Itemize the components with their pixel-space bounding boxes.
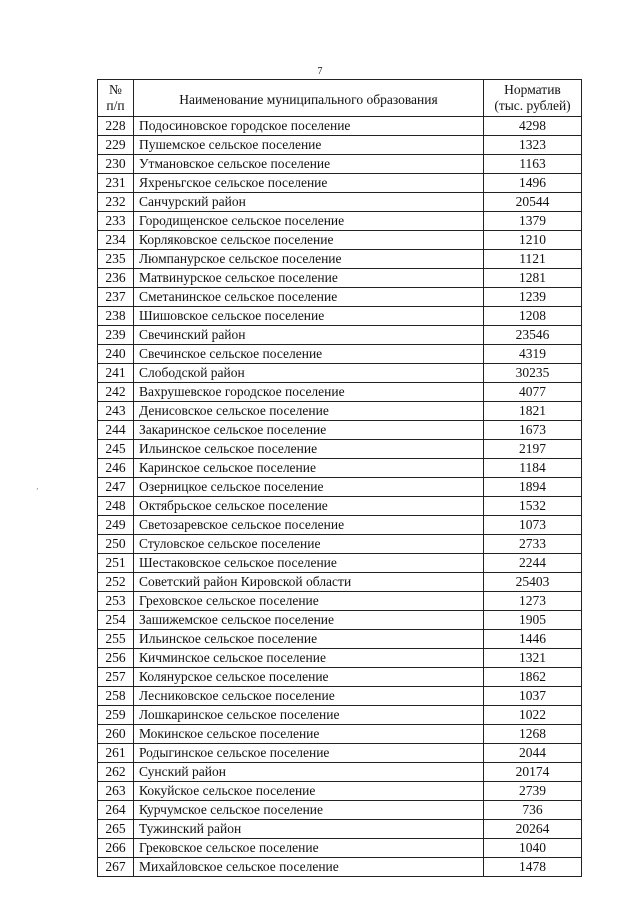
table-row <box>98 269 582 288</box>
row-name-cell <box>134 326 484 345</box>
row-name-cell <box>134 440 484 459</box>
table-header <box>98 80 582 117</box>
row-name-cell <box>134 763 484 782</box>
row-number: 240 <box>98 345 134 364</box>
header-number <box>98 80 134 117</box>
table-row <box>98 744 582 763</box>
municipality-name: Матвинурское сельское поселение <box>139 270 338 285</box>
row-number: 236 <box>98 269 134 288</box>
table-row <box>98 611 582 630</box>
municipality-name: Шестаковское сельское поселение <box>139 555 337 570</box>
table-row <box>98 136 582 155</box>
row-name-cell <box>134 706 484 725</box>
table-row <box>98 687 582 706</box>
row-value: 1022 <box>484 706 582 725</box>
table-row <box>98 649 582 668</box>
row-number: 235 <box>98 250 134 269</box>
municipality-name: Грековское сельское поселение <box>139 840 319 855</box>
row-number: 252 <box>98 573 134 592</box>
row-value: 1821 <box>484 402 582 421</box>
table-body <box>98 117 582 877</box>
table-row <box>98 193 582 212</box>
row-name-cell <box>134 174 484 193</box>
row-number: 245 <box>98 440 134 459</box>
row-number: 263 <box>98 782 134 801</box>
row-value: 1862 <box>484 668 582 687</box>
row-value: 1210 <box>484 231 582 250</box>
municipality-name: Озерницкое сельское поселение <box>139 479 324 494</box>
row-name-cell <box>134 231 484 250</box>
row-number: 259 <box>98 706 134 725</box>
row-number: 243 <box>98 402 134 421</box>
row-value: 25403 <box>484 573 582 592</box>
row-number: 248 <box>98 497 134 516</box>
row-value: 1379 <box>484 212 582 231</box>
municipality-name: Мокинское сельское поселение <box>139 726 320 741</box>
row-name-cell <box>134 345 484 364</box>
table-row <box>98 478 582 497</box>
row-name-cell <box>134 554 484 573</box>
table-row <box>98 288 582 307</box>
municipality-name: Корляковское сельское поселение <box>139 232 334 247</box>
row-number: 232 <box>98 193 134 212</box>
row-value: 1121 <box>484 250 582 269</box>
table-row <box>98 421 582 440</box>
row-name-cell <box>134 782 484 801</box>
municipality-name: Кичминское сельское поселение <box>139 650 326 665</box>
row-name-cell <box>134 383 484 402</box>
municipality-name: Свечинский район <box>139 327 246 342</box>
row-number: 228 <box>98 117 134 136</box>
row-name-cell <box>134 744 484 763</box>
municipality-name: Утмановское сельское поселение <box>139 156 331 171</box>
row-value: 1040 <box>484 839 582 858</box>
row-name-cell <box>134 269 484 288</box>
row-value: 1184 <box>484 459 582 478</box>
municipality-name: Свечинское сельское поселение <box>139 346 323 361</box>
row-value: 1321 <box>484 649 582 668</box>
municipality-name: Вахрушевское городское поселение <box>139 384 345 399</box>
table-row <box>98 801 582 820</box>
header-name <box>134 80 484 117</box>
header-name-label: Наименование муниципального образования <box>179 91 438 107</box>
row-number: 241 <box>98 364 134 383</box>
municipality-name: Слободской район <box>139 365 245 380</box>
row-value: 1323 <box>484 136 582 155</box>
row-name-cell <box>134 307 484 326</box>
row-value: 1073 <box>484 516 582 535</box>
row-name-cell <box>134 459 484 478</box>
row-number: 257 <box>98 668 134 687</box>
header-value-line1: Норматив <box>504 82 561 97</box>
municipality-name: Сметанинское сельское поселение <box>139 289 338 304</box>
row-number: 238 <box>98 307 134 326</box>
table-row <box>98 117 582 136</box>
row-number: 262 <box>98 763 134 782</box>
row-name-cell <box>134 497 484 516</box>
municipality-name: Греховское сельское поселение <box>139 593 319 608</box>
row-number: 237 <box>98 288 134 307</box>
header-number-line2: п/п <box>106 98 125 113</box>
row-number: 249 <box>98 516 134 535</box>
municipality-name: Шишовское сельское поселение <box>139 308 325 323</box>
row-number: 264 <box>98 801 134 820</box>
municipality-name: Яхреньгское сельское поселение <box>139 175 328 190</box>
row-value: 23546 <box>484 326 582 345</box>
table-row <box>98 459 582 478</box>
row-value: 20264 <box>484 820 582 839</box>
table-row <box>98 307 582 326</box>
municipality-name: Подосиновское городское поселение <box>139 118 351 133</box>
table-row <box>98 858 582 877</box>
municipality-name: Ильинское сельское поселение <box>139 631 318 646</box>
row-name-cell <box>134 630 484 649</box>
header-number-line1: № <box>109 82 122 97</box>
row-value: 2733 <box>484 535 582 554</box>
row-value: 1478 <box>484 858 582 877</box>
row-number: 239 <box>98 326 134 345</box>
table-row <box>98 497 582 516</box>
municipality-name: Октябрьское сельское поселение <box>139 498 328 513</box>
table-row <box>98 440 582 459</box>
page-number: 7 <box>317 66 323 77</box>
row-value: 2244 <box>484 554 582 573</box>
row-name-cell <box>134 193 484 212</box>
row-name-cell <box>134 820 484 839</box>
row-name-cell <box>134 611 484 630</box>
municipality-name: Санчурский район <box>139 194 246 209</box>
row-number: 266 <box>98 839 134 858</box>
row-name-cell <box>134 288 484 307</box>
row-number: 251 <box>98 554 134 573</box>
row-value: 1273 <box>484 592 582 611</box>
row-value: 2197 <box>484 440 582 459</box>
row-value: 20544 <box>484 193 582 212</box>
table-row <box>98 763 582 782</box>
row-number: 231 <box>98 174 134 193</box>
row-number: 255 <box>98 630 134 649</box>
municipality-name: Курчумское сельское поселение <box>139 802 324 817</box>
row-value: 736 <box>484 801 582 820</box>
table-row <box>98 364 582 383</box>
row-name-cell <box>134 573 484 592</box>
table-row <box>98 820 582 839</box>
row-name-cell <box>134 687 484 706</box>
row-name-cell <box>134 117 484 136</box>
row-name-cell <box>134 668 484 687</box>
row-value: 1446 <box>484 630 582 649</box>
row-name-cell <box>134 402 484 421</box>
table-row <box>98 155 582 174</box>
municipality-name: Денисовское сельское поселение <box>139 403 329 418</box>
table-row <box>98 402 582 421</box>
row-value: 1239 <box>484 288 582 307</box>
row-name-cell <box>134 839 484 858</box>
row-value: 1163 <box>484 155 582 174</box>
row-number: 230 <box>98 155 134 174</box>
municipality-name: Родыгинское сельское поселение <box>139 745 330 760</box>
municipality-name: Советский район Кировской области <box>139 574 352 589</box>
row-number: 229 <box>98 136 134 155</box>
municipality-name: Зашижемское сельское поселение <box>139 612 335 627</box>
row-name-cell <box>134 725 484 744</box>
municipal-norm-table <box>97 79 582 877</box>
municipality-name: Пушемское сельское поселение <box>139 137 322 152</box>
row-value: 1496 <box>484 174 582 193</box>
municipality-name: Тужинский район <box>139 821 242 836</box>
row-number: 242 <box>98 383 134 402</box>
row-value: 1268 <box>484 725 582 744</box>
municipality-name: Лесниковское сельское поселение <box>139 688 335 703</box>
row-name-cell <box>134 421 484 440</box>
row-number: 250 <box>98 535 134 554</box>
row-number: 253 <box>98 592 134 611</box>
table-row <box>98 231 582 250</box>
table-row <box>98 573 582 592</box>
row-name-cell <box>134 212 484 231</box>
municipality-name: Сунский район <box>139 764 226 779</box>
municipality-name: Лошкаринское сельское поселение <box>139 707 340 722</box>
row-name-cell <box>134 535 484 554</box>
table-row <box>98 326 582 345</box>
row-name-cell <box>134 364 484 383</box>
municipality-name: Люмпанурское сельское поселение <box>139 251 342 266</box>
municipality-name: Михайловское сельское поселение <box>139 859 339 874</box>
row-number: 233 <box>98 212 134 231</box>
table-row <box>98 630 582 649</box>
row-number: 254 <box>98 611 134 630</box>
table-row <box>98 706 582 725</box>
table-row <box>98 668 582 687</box>
row-name-cell <box>134 592 484 611</box>
row-name-cell <box>134 516 484 535</box>
row-number: 256 <box>98 649 134 668</box>
row-value: 1905 <box>484 611 582 630</box>
municipality-name: Кокуйское сельское поселение <box>139 783 316 798</box>
table-header-row <box>98 80 582 117</box>
row-value: 30235 <box>484 364 582 383</box>
row-value: 1532 <box>484 497 582 516</box>
row-value: 1673 <box>484 421 582 440</box>
municipality-name: Городищенское сельское поселение <box>139 213 345 228</box>
table-row <box>98 782 582 801</box>
table-row <box>98 535 582 554</box>
row-value: 1281 <box>484 269 582 288</box>
table-row <box>98 839 582 858</box>
table-row <box>98 554 582 573</box>
row-number: 260 <box>98 725 134 744</box>
municipality-name: Светозаревское сельское поселение <box>139 517 345 532</box>
table-row <box>98 174 582 193</box>
municipality-name: Стуловское сельское поселение <box>139 536 321 551</box>
row-value: 1894 <box>484 478 582 497</box>
row-name-cell <box>134 478 484 497</box>
row-value: 4077 <box>484 383 582 402</box>
table-row <box>98 383 582 402</box>
row-name-cell <box>134 155 484 174</box>
row-number: 265 <box>98 820 134 839</box>
row-value: 2739 <box>484 782 582 801</box>
table-row <box>98 725 582 744</box>
row-value: 1037 <box>484 687 582 706</box>
row-name-cell <box>134 250 484 269</box>
municipality-name: Колянурское сельское поселение <box>139 669 329 684</box>
municipality-name: Закаринское сельское поселение <box>139 422 327 437</box>
row-name-cell <box>134 136 484 155</box>
table-row <box>98 212 582 231</box>
row-name-cell <box>134 801 484 820</box>
table-row <box>98 250 582 269</box>
municipality-name: Каринское сельское поселение <box>139 460 316 475</box>
municipality-name: Ильинское сельское поселение <box>139 441 318 456</box>
row-value: 4319 <box>484 345 582 364</box>
row-number: 267 <box>98 858 134 877</box>
row-number: 261 <box>98 744 134 763</box>
row-value: 4298 <box>484 117 582 136</box>
row-number: 246 <box>98 459 134 478</box>
row-number: 247 <box>98 478 134 497</box>
row-name-cell <box>134 858 484 877</box>
table-row <box>98 592 582 611</box>
header-value-line2: (тыс. рублей) <box>494 98 571 113</box>
row-value: 20174 <box>484 763 582 782</box>
row-number: 244 <box>98 421 134 440</box>
margin-mark: ‚ <box>36 482 39 491</box>
row-name-cell <box>134 649 484 668</box>
row-value: 2044 <box>484 744 582 763</box>
table-row <box>98 345 582 364</box>
header-value <box>484 80 582 117</box>
row-number: 234 <box>98 231 134 250</box>
row-value: 1208 <box>484 307 582 326</box>
table-row <box>98 516 582 535</box>
row-number: 258 <box>98 687 134 706</box>
